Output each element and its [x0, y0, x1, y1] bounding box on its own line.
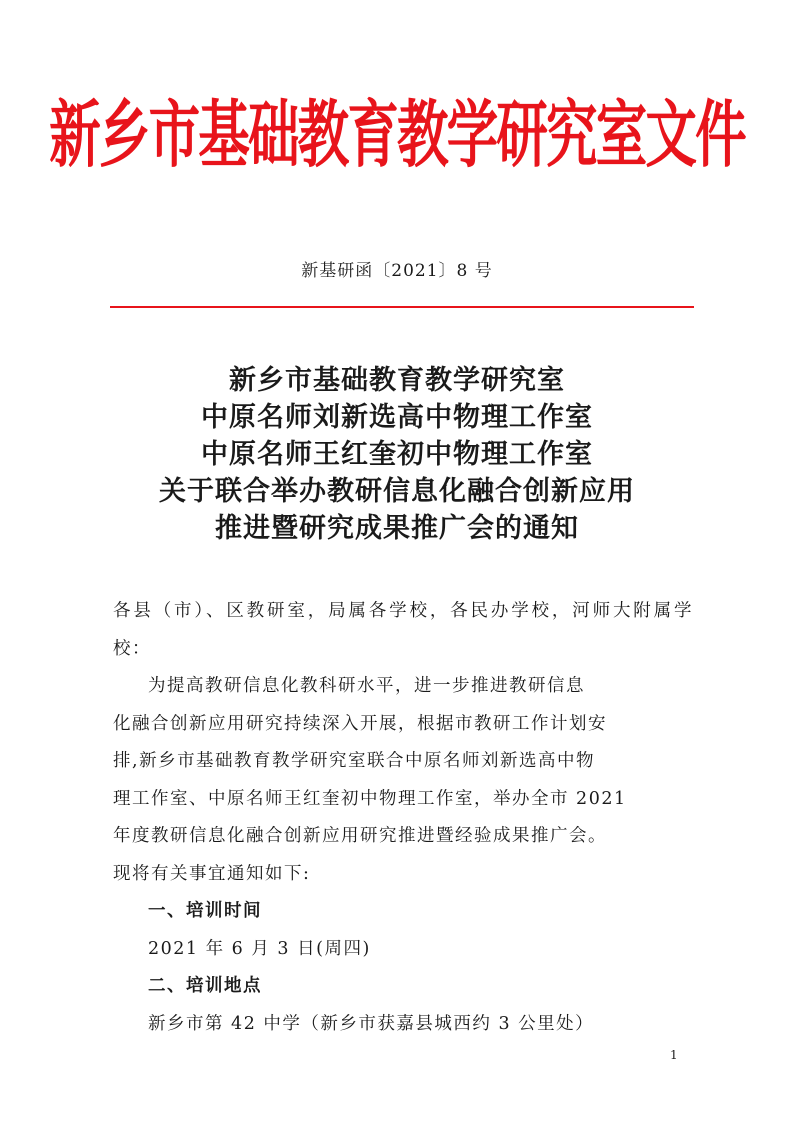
notice-title	[0, 362, 794, 547]
title-line: 关于联合举办教研信息化融合创新应用	[159, 476, 635, 507]
page-number: 1	[670, 1048, 678, 1062]
document-number: 新基研函〔2021〕8 号	[301, 261, 493, 281]
recipients-paragraph: 各县（市）、区教研室，局属各学校，各民办学校，河师大附属学校：	[113, 601, 693, 659]
title-line: 新乡市基础教育教学研究室	[229, 365, 565, 396]
section-heading-location: 二、培训地点	[148, 976, 262, 996]
section-content-time: 2021 年 6 月 3 日(周四)	[148, 938, 371, 959]
intro-line: 为提高教研信息化教科研水平，进一步推进教研信息	[148, 676, 585, 696]
section-content-location: 新乡市第 42 中学（新乡市获嘉县城西约 3 公里处）	[148, 1013, 595, 1034]
title-line: 中原名师刘新选高中物理工作室	[201, 402, 593, 433]
section-heading-time: 一、培训时间	[148, 901, 262, 921]
title-line: 推进暨研究成果推广会的通知	[215, 513, 579, 544]
intro-line: 化融合创新应用研究持续深入开展，根据市教研工作计划安	[113, 713, 607, 734]
red-divider-line	[110, 306, 694, 308]
title-line: 中原名师王红奎初中物理工作室	[201, 439, 593, 470]
intro-paragraph	[113, 668, 693, 893]
document-header-title: 新乡市基础教育教学研究室文件	[49, 93, 745, 178]
intro-line: 排,新乡市基础教育教学研究室联合中原名师刘新选高中物	[113, 751, 596, 771]
intro-line: 年度教研信息化融合创新应用研究推进暨经验成果推广会。	[113, 826, 607, 846]
intro-line: 理工作室、中原名师王红奎初中物理工作室，举办全市 2021	[113, 788, 627, 809]
document-body	[113, 593, 693, 1043]
intro-line: 现将有关事宜通知如下:	[113, 863, 311, 884]
